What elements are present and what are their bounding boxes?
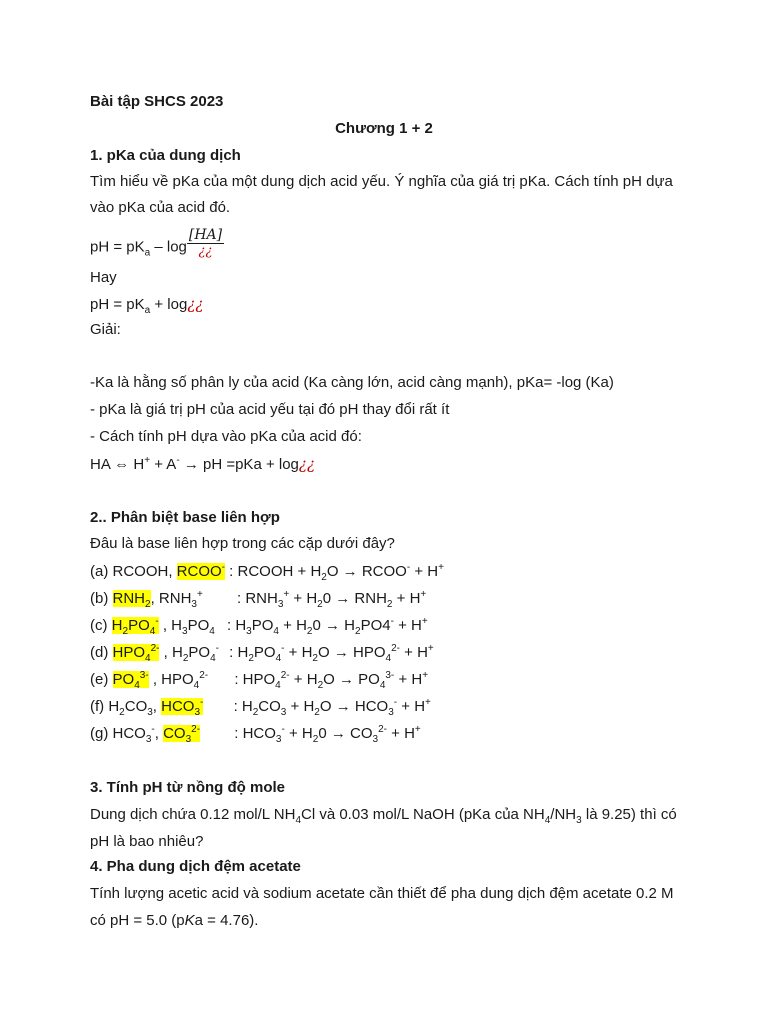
section-2-heading: 2.. Phân biệt base liên hợp	[90, 509, 280, 526]
pair-c: (c) $H_2PO_4^-$ , $H_3PO_4$ : $H_3PO_4 + H_20 \to H_2PO4^- + H^+$	[90, 616, 428, 637]
pair-b: (b) $RNH_2$, $RNH_3^+$ : $RNH_3^+ + H_20 \to RNH_2 + H^+$	[90, 589, 427, 610]
answer-line-3: - Cách tính pH dựa vào pKa của acid đó:	[90, 428, 362, 445]
section-1-heading: 1. pKa của dung dịch	[90, 147, 241, 164]
s4-italic-k: K	[184, 912, 195, 929]
a4-sup2: -	[176, 455, 180, 466]
formula-2	[90, 294, 203, 315]
pair-a: (a) RCOOH, RCOO- : RCOOH + $H_2O$ → RCOO- + H+	[90, 562, 444, 583]
formula-1-text: pH = pK	[90, 238, 145, 256]
pair-f: (f) $H_2CO_3$, $HCO_3^-$ : $H_2CO_3 + H_2O \to HCO_3^- + H^+$	[90, 697, 431, 718]
a4-sup: +	[144, 455, 151, 466]
answer-line-1: -Ka là hằng số phân ly của acid (Ka càng lớn, acid càng mạnh), pKa= -log (Ka)	[90, 374, 614, 391]
s3-sub-3: 3	[576, 815, 582, 826]
section-3-heading: 3. Tính pH từ nồng độ mole	[90, 779, 286, 796]
s1-paragraph-line-2: vào pKa của acid đó.	[90, 199, 231, 216]
a4-text3: → pH =pKa + log	[179, 456, 299, 473]
answer-line-2: - pKa là giá trị pH của acid yếu tại đó pH thay đổi rất ít	[90, 401, 450, 418]
pair-g: (g) $HCO_3^-$, $CO_3^{2-}$ : $HCO_3^- + H_20 \to CO_3^{2-} + H^+$	[90, 724, 421, 745]
a4-placeholder: ¿¿	[298, 455, 315, 473]
chapter-title: Chương 1 + 2	[335, 120, 433, 137]
pair-d: (d) $HPO_4^{2-}$ , $H_2PO_4^-$ : $H_2PO_4^- + H_2O \to HPO_4^{2-} + H^+$	[90, 643, 434, 664]
doc-title: Bài tập SHCS 2023	[90, 93, 224, 110]
s3-paragraph-line-2: pH là bao nhiêu?	[90, 833, 204, 850]
formula-1-fraction	[187, 228, 224, 259]
hay-label: Hay	[90, 269, 117, 286]
s1-paragraph-line-1: Tìm hiểu về pKa của một dung dịch acid yếu. Ý nghĩa của giá trị pKa. Cách tính pH dựa	[90, 173, 673, 190]
s3-sub-1: 4	[295, 815, 301, 826]
section-4-heading: 4. Pha dung dịch đệm acetate	[90, 858, 301, 875]
formula-1-sub: a	[144, 247, 151, 259]
s3-text-c: /NH	[550, 806, 577, 823]
s4-paragraph-line-2	[90, 911, 258, 931]
s3-text-b: Cl và 0.03 mol/L NaOH (pKa của NH	[301, 806, 545, 823]
answer-line-4	[90, 454, 315, 475]
s3-paragraph-line-1	[90, 805, 677, 825]
s4-paragraph-line-1: Tính lượng acetic acid và sodium acetate cần thiết để pha dung dịch đệm acetate 0.2 M	[90, 885, 674, 902]
a4-text2: + A	[150, 456, 177, 473]
fraction-denominator: ¿¿	[198, 244, 213, 259]
formula-2-sub: a	[144, 305, 151, 316]
s4-text-b: a = 4.76).	[194, 912, 259, 929]
formula-2-text: pH = pK	[90, 296, 145, 313]
s3-text-a: Dung dịch chứa 0.12 mol/L NH	[90, 806, 296, 823]
s3-sub-2: 4	[544, 815, 551, 826]
a4-text: HA ⇔ H	[90, 456, 145, 473]
s4-text-a: có pH = 5.0 (p	[90, 912, 185, 929]
pair-e: (e) $PO_4^{3-}$ , $HPO_4^{2-}$ : $HPO_4^{2-} + H_2O \to PO_4^{3-} + H^+$	[90, 670, 429, 691]
formula-1	[90, 227, 224, 263]
s2-question: Đâu là base liên hợp trong các cặp dưới đây?	[90, 535, 395, 552]
fraction-numerator: [HA]	[188, 227, 223, 243]
s3-text-d: là 9.25) thì có	[581, 806, 677, 823]
giai-label: Giải:	[90, 321, 121, 338]
formula-1-log: – log	[150, 238, 187, 256]
formula-2-log: + log	[150, 296, 188, 313]
formula-2-placeholder: ¿¿	[187, 295, 204, 313]
